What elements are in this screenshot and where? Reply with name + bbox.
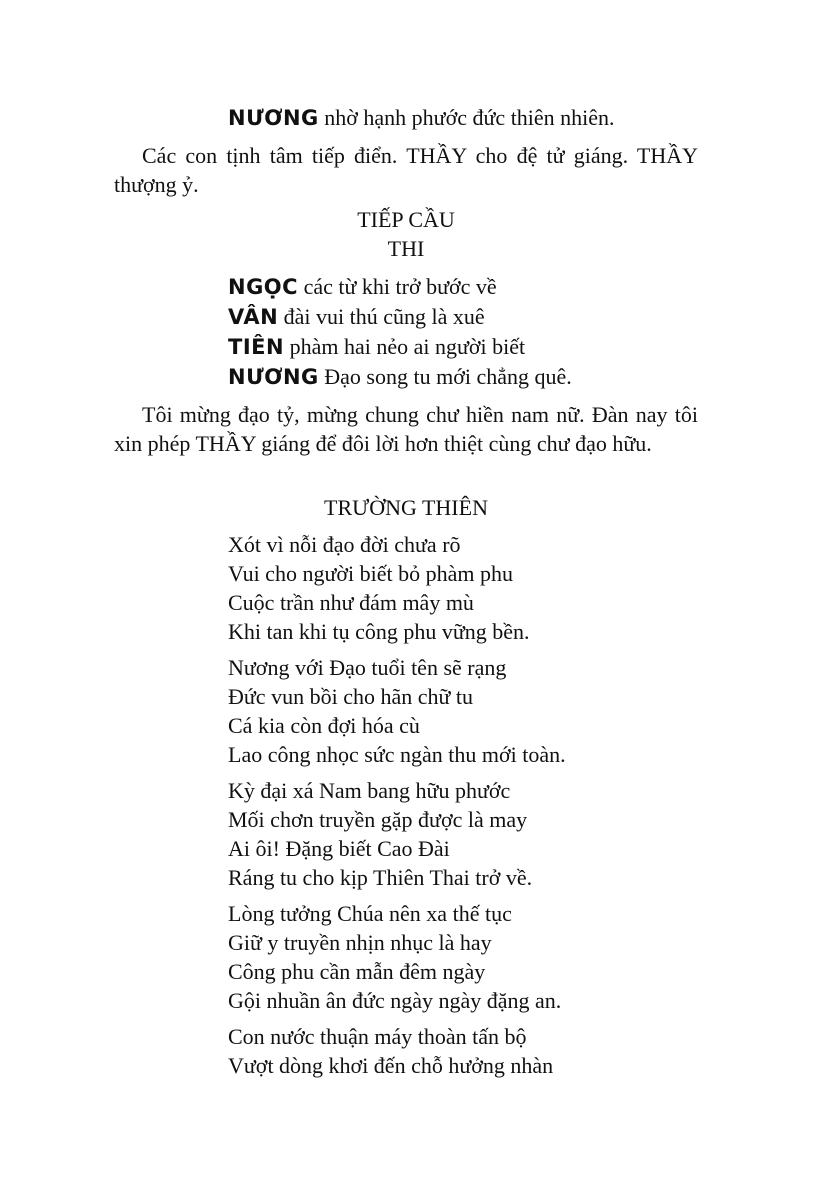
poem-line: Mối chơn truyền gặp được là may (228, 807, 528, 832)
poem-line: Cá kia còn đợi hóa cù (228, 713, 420, 738)
acrostic-text: các từ khi trở bước về (298, 274, 497, 299)
acrostic-name: TIÊN (228, 335, 285, 359)
opening-name: NƯƠNG (228, 106, 319, 130)
poem-line: Ráng tu cho kịp Thiên Thai trở về. (228, 865, 533, 890)
poem-line: Đức vun bồi cho hãn chữ tu (228, 684, 474, 709)
acrostic-line (228, 363, 572, 391)
acrostic-name: NƯƠNG (228, 365, 319, 389)
poem-line: Gội nhuần ân đức ngày ngày đặng an. (228, 988, 562, 1013)
poem-line: Nương với Đạo tuổi tên sẽ rạng (228, 655, 507, 680)
poem-line: Vui cho người biết bỏ phàm phu (228, 561, 513, 586)
poem-line: Cuộc trần như đám mây mù (228, 590, 474, 615)
acrostic-line (228, 273, 497, 301)
poem-line: Vượt dòng khơi đến chỗ hưởng nhàn (228, 1053, 554, 1078)
acrostic-line (228, 303, 485, 331)
tiep-cau-subtitle: THI (387, 236, 425, 261)
poem-line: Con nước thuận máy thoàn tấn bộ (228, 1024, 527, 1049)
acrostic-name: NGỌC (228, 275, 299, 299)
acrostic-text: phàm hai nẻo ai người biết (284, 334, 526, 359)
paragraph-1: Các con tịnh tâm tiếp điển. THẦY cho đệ tử giáng. THẦY thượng ỷ. (114, 143, 698, 197)
poem-line: Lòng tưởng Chúa nên xa thế tục (228, 901, 512, 926)
opening-line (228, 104, 615, 132)
acrostic-text: Đạo song tu mới chẳng quê. (318, 364, 572, 389)
poem-line: Xót vì nỗi đạo đời chưa rõ (228, 532, 461, 557)
poem-line: Giữ y truyền nhịn nhục là hay (228, 930, 492, 955)
acrostic-name: VÂN (228, 305, 279, 329)
poem-line: Kỳ đại xá Nam bang hữu phước (228, 778, 511, 803)
truong-thien-title: TRƯỜNG THIÊN (324, 495, 488, 520)
paragraph-2: Tôi mừng đạo tỷ, mừng chung chư hiền nam nữ. Đàn nay tôi xin phép THẦY giáng để đôi lời hơn thiệt cùng chư đạo hữu. (114, 402, 698, 456)
acrostic-line (228, 333, 525, 361)
acrostic-text: đài vui thú cũng là xuê (278, 304, 485, 329)
tiep-cau-title: TIẾP CẦU (357, 207, 455, 232)
poem-line: Ai ôi! Đặng biết Cao Đài (228, 836, 450, 861)
opening-text: nhờ hạnh phước đức thiên nhiên. (318, 105, 615, 130)
poem-line: Công phu cần mẫn đêm ngày (228, 959, 486, 984)
poem-line: Lao công nhọc sức ngàn thu mới toàn. (228, 742, 566, 767)
poem-line: Khi tan khi tụ công phu vững bền. (228, 619, 530, 644)
